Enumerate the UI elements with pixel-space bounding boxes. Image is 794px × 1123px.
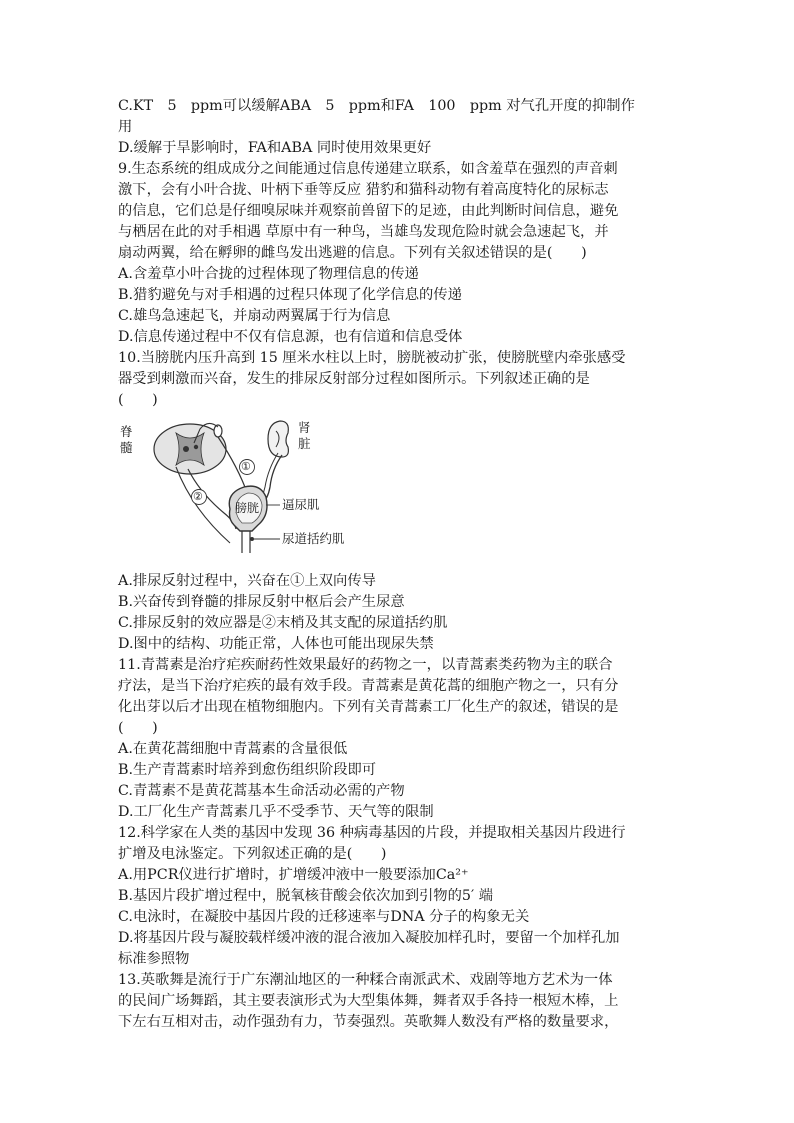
text-line: 与栖居在此的对手相遇 草原中有一种鸟，当雄鸟发现危险时就会急速起飞，并 (118, 224, 609, 240)
text-line: ( ) (118, 720, 158, 736)
gray-matter-shape (176, 433, 204, 465)
text-line: D.图中的结构、功能正常，人体也可能出现尿失禁 (118, 636, 434, 652)
question-page (118, 96, 680, 1033)
text-line: 11.青蒿素是治疗疟疾耐药性效果最好的药物之一，以青蒿素类药物为主的联合 (118, 657, 613, 673)
text-line: D.信息传递过程中不仅有信息源，也有信道和信息受体 (118, 329, 463, 345)
text-line: 下左右互相对击，动作强劲有力，节奏强烈。英歌舞人数没有严格的数量要求， (118, 1014, 619, 1030)
text-line: C.雄鸟急速起飞，并扇动两翼属于行为信息 (118, 308, 391, 324)
text-line: 的民间广场舞蹈，其主要表演形式为大型集体舞，舞者双手各持一根短木棒，上 (118, 993, 619, 1009)
text-line: C.青蒿素不是黄花蒿基本生命活动必需的产物 (118, 783, 405, 799)
text-line: 激下，会有小叶合拢、叶柄下垂等反应 猎豹和猫科动物有着高度特化的尿标志 (118, 182, 609, 198)
text-line: D.工厂化生产青蒿素几乎不受季节、天气等的限制 (118, 804, 434, 820)
text-line: B.兴奋传到脊髓的排尿反射中枢后会产生尿意 (118, 594, 405, 610)
detrusor-label: 逼尿肌 (282, 497, 320, 512)
text-block-bottom (118, 571, 680, 1033)
text-line: 扇动两翼，给在孵卵的雌鸟发出逃避的信息。下列有关叙述错误的是( ) (118, 245, 587, 261)
kidney-shape (268, 421, 288, 457)
bladder-label: 膀胱 (235, 501, 260, 515)
text-line: 扩增及电泳鉴定。下列叙述正确的是( ) (118, 846, 387, 862)
text-line: C.电泳时，在凝胶中基因片段的迁移速率与DNA 分子的构象无关 (118, 909, 530, 925)
text-line: 10.当膀胱内压升高到 15 厘米水柱以上时，膀胱被动扩张，使膀胱壁内牵张感受 (118, 350, 626, 366)
text-line: 标准参照物 (118, 951, 190, 967)
micturition-reflex-figure (118, 417, 378, 565)
text-line: 化出芽以后才出现在植物细胞内。下列有关青蒿素工厂化生产的叙述，错误的是 (118, 699, 619, 715)
text-line: A.用PCR仪进行扩增时，扩增缓冲液中一般要添加Ca²⁺ (118, 867, 469, 883)
text-line: 9.生态系统的组成成分之间能通过信息传递建立联系，如含羞草在强烈的声音刺 (118, 161, 618, 177)
text-line: B.猎豹避免与对手相遇的过程只体现了化学信息的传递 (118, 287, 462, 303)
kidney-label-2: 脏 (298, 436, 311, 451)
marker-1: ① (241, 460, 251, 473)
spinal-label-2: 髓 (120, 440, 133, 455)
text-line: A.排尿反射过程中，兴奋在①上双向传导 (118, 573, 376, 589)
text-line: A.在黄花蒿细胞中青蒿素的含量很低 (118, 741, 348, 757)
marker-2: ② (193, 490, 203, 503)
spinal-label-1: 脊 (120, 424, 133, 439)
text-line: 器受到刺激而兴奋，发生的排尿反射部分过程如图所示。下列叙述正确的是 (118, 371, 590, 387)
text-line: C.KT 5 ppm可以缓解ABA 5 ppm和FA 100 ppm 对气孔开度的抑制作 (118, 98, 635, 114)
text-line: 的信息，它们总是仔细嗅尿味并观察前兽留下的足迹，由此判断时间信息，避免 (118, 203, 619, 219)
sphincter-label: 尿道括约肌 (282, 531, 345, 546)
text-line: D.将基因片段与凝胶载样缓冲液的混合液加入凝胶加样孔时，要留一个加样孔加 (118, 930, 620, 946)
text-line: A.含羞草小叶合拢的过程体现了物理信息的传递 (118, 266, 419, 282)
text-line: 12.科学家在人类的基因中发现 36 种病毒基因的片段，并提取相关基因片段进行 (118, 825, 626, 841)
text-line: 13.英歌舞是流行于广东潮汕地区的一种糅合南派武术、戏剧等地方艺术为一体 (118, 972, 613, 988)
text-line: 疗法，是当下治疗疟疾的最有效手段。青蒿素是黄花蒿的细胞产物之一，只有分 (118, 678, 619, 694)
kidney-label-1: 肾 (298, 420, 311, 435)
urethra-line (242, 531, 250, 553)
text-line: ( ) (118, 392, 158, 408)
text-line: C.排尿反射的效应器是②末梢及其支配的尿道括约肌 (118, 615, 448, 631)
text-line: D.缓解于旱影响时，FA和ABA 同时使用效果更好 (118, 140, 432, 156)
text-line: B.生产青蒿素时培养到愈伤组织阶段即可 (118, 762, 377, 778)
text-line: B.基因片段扩增过程中，脱氧核苷酸会依次加到引物的5′ 端 (118, 888, 494, 904)
text-block-top (118, 96, 680, 411)
text-line: 用 (118, 119, 133, 135)
